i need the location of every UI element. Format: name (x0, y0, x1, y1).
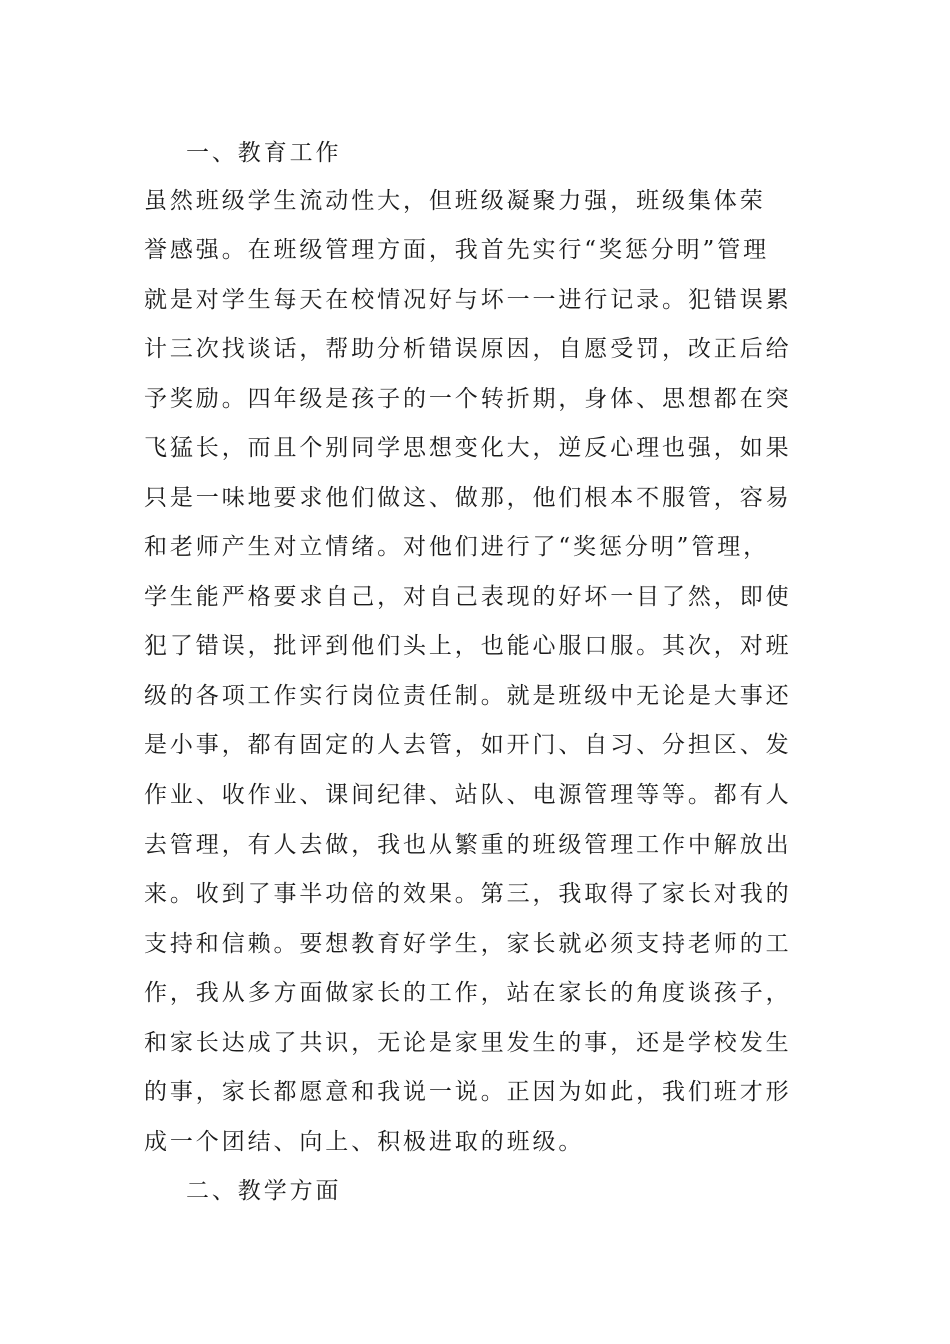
paragraph-line: 来。收到了事半功倍的效果。第三，我取得了家长对我的 (144, 881, 792, 907)
paragraph-line: 虽然班级学生流动性大，但班级凝聚力强，班级集体荣 (144, 188, 766, 214)
paragraph-line: 支持和信赖。要想教育好学生，家长就必须支持老师的工 (144, 931, 792, 957)
paragraph-line: 就是对学生每天在校情况好与坏一一进行记录。犯错误累 (144, 287, 792, 313)
paragraph-line: 只是一味地要求他们做这、做那，他们根本不服管，容易 (144, 485, 792, 511)
paragraph-line: 学生能严格要求自己，对自己表现的好坏一目了然，即使 (144, 584, 792, 610)
paragraph-line: 犯了错误，批评到他们头上，也能心服口服。其次，对班 (144, 633, 792, 659)
paragraph-line: 和老师产生对立情绪。对他们进行了“奖惩分明”管理， (144, 534, 770, 560)
paragraph-line: 级的各项工作实行岗位责任制。就是班级中无论是大事还 (144, 683, 792, 709)
paragraph-line: 计三次找谈话，帮助分析错误原因，自愿受罚，改正后给 (144, 336, 792, 362)
section-heading-education: 一、教育工作 (186, 140, 342, 166)
paragraph-line: 的事，家长都愿意和我说一说。正因为如此，我们班才形 (144, 1079, 792, 1105)
paragraph-line: 和家长达成了共识，无论是家里发生的事，还是学校发生 (144, 1030, 792, 1056)
paragraph-line: 是小事，都有固定的人去管，如开门、自习、分担区、发 (144, 732, 792, 758)
paragraph-line: 作业、收作业、课间纪律、站队、电源管理等等。都有人 (144, 782, 792, 808)
paragraph-line: 誉感强。在班级管理方面，我首先实行“奖惩分明”管理 (144, 237, 770, 263)
paragraph-line: 作，我从多方面做家长的工作，站在家长的角度谈孩子， (144, 980, 792, 1006)
paragraph-line: 去管理，有人去做，我也从繁重的班级管理工作中解放出 (144, 832, 792, 858)
section-heading-teaching: 二、教学方面 (186, 1178, 342, 1204)
paragraph-line: 予奖励。四年级是孩子的一个转折期，身体、思想都在突 (144, 386, 792, 412)
paragraph-line: 成一个团结、向上、积极进取的班级。 (144, 1129, 585, 1155)
paragraph-line: 飞猛长，而且个别同学思想变化大，逆反心理也强，如果 (144, 435, 792, 461)
